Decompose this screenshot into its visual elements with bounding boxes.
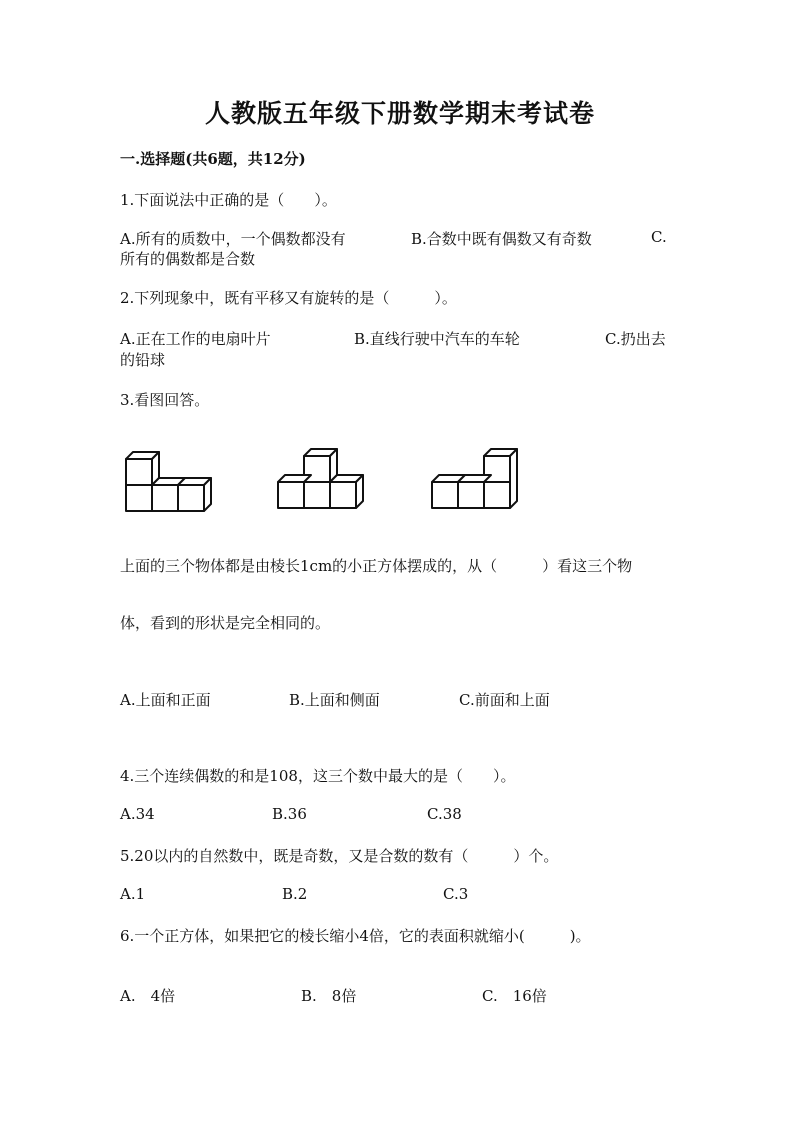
question-5-option-a[interactable]: A.1	[120, 885, 146, 903]
question-3-body-line-1: 上面的三个物体都是由棱长1cm的小正方体摆成的，从（ ）看这三个物	[120, 557, 633, 575]
question-2-option-c-continuation: 的铅球	[120, 351, 166, 369]
cube-figures	[110, 438, 670, 518]
question-6-stem: 6.一个正方体，如果把它的棱长缩小4倍，它的表面积就缩小( )。	[120, 927, 591, 945]
question-5-option-b[interactable]: B.2	[282, 885, 308, 903]
question-2-option-b[interactable]: B.直线行驶中汽车的车轮	[354, 330, 520, 348]
question-4-option-a[interactable]: A.34	[120, 805, 155, 823]
question-3-body-line-2: 体，看到的形状是完全相同的。	[120, 614, 331, 632]
question-2-option-c[interactable]: C.扔出去	[605, 330, 666, 348]
question-6-option-b[interactable]: B. 8倍	[301, 987, 357, 1005]
cube-figure-2	[278, 449, 363, 508]
question-3-option-b[interactable]: B.上面和侧面	[289, 691, 380, 709]
question-2-option-a[interactable]: A.正在工作的电扇叶片	[120, 330, 271, 348]
question-2-stem: 2.下列现象中，既有平移又有旋转的是（ ）。	[120, 289, 457, 307]
question-5-option-c[interactable]: C.3	[443, 885, 469, 903]
question-5-stem: 5.20以内的自然数中，既是奇数，又是合数的数有（ ）个。	[120, 847, 559, 865]
section-heading: 一.选择题(共6题，共12分)	[120, 150, 306, 168]
question-1-stem: 1.下面说法中正确的是（ ）。	[120, 191, 337, 209]
cube-figure-3	[432, 449, 517, 508]
question-3-option-c[interactable]: C.前面和上面	[459, 691, 550, 709]
question-6-option-c[interactable]: C. 16倍	[482, 987, 547, 1005]
cube-figure-1	[126, 452, 211, 511]
question-3-option-a[interactable]: A.上面和正面	[120, 691, 211, 709]
question-3-stem: 3.看图回答。	[120, 391, 210, 409]
question-1-option-a[interactable]: A.所有的质数中，一个偶数都没有	[120, 230, 346, 248]
exam-title: 人教版五年级下册数学期末考试卷	[204, 99, 595, 128]
question-6-option-a[interactable]: A. 4倍	[120, 987, 176, 1005]
question-1-option-c[interactable]: C.	[651, 228, 667, 246]
question-1-option-b[interactable]: B.合数中既有偶数又有奇数	[411, 230, 592, 248]
question-4-stem: 4.三个连续偶数的和是108，这三个数中最大的是（ ）。	[120, 767, 516, 785]
question-4-option-b[interactable]: B.36	[272, 805, 307, 823]
question-4-option-c[interactable]: C.38	[427, 805, 462, 823]
question-1-option-c-continuation: 所有的偶数都是合数	[120, 250, 256, 268]
